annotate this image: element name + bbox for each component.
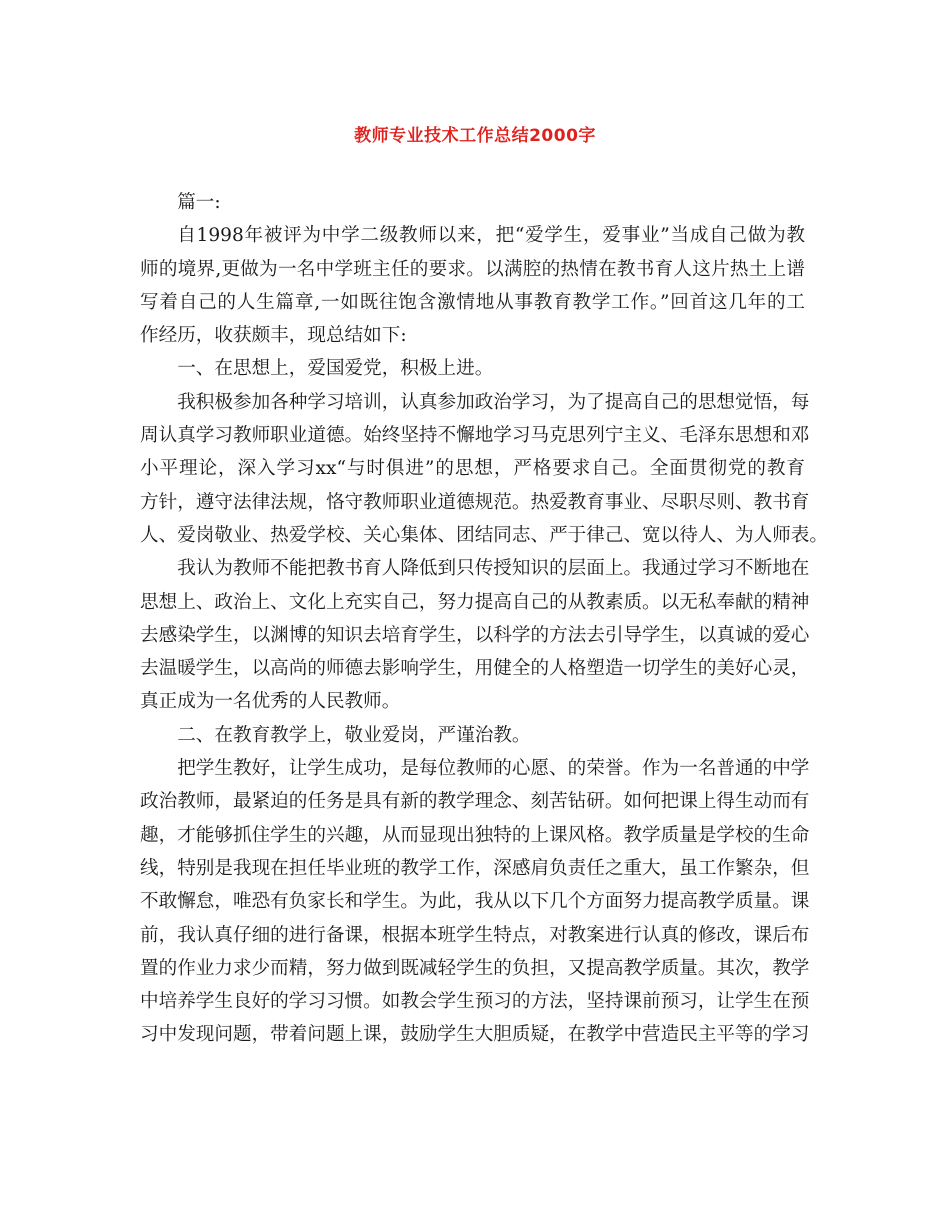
body-text-line: 前，我认真仔细的进行备课，根据本班学生特点，对教案进行认真的修改，课后布 (140, 924, 810, 946)
body-text-line: 方针，遵守法律法规，恪守教师职业道德规范。热爱教育事业、尽职尽则、教书育 (140, 491, 810, 513)
body-text-line: 习中发现问题，带着问题上课，鼓励学生大胆质疑，在教学中营造民主平等的学习 (140, 1024, 810, 1046)
body-text-line: 小平理论，深入学习xx“与时俱进”的思想，严格要求自己。全面贯彻党的教育 (140, 458, 805, 480)
section-heading-line: 篇一: (177, 192, 221, 213)
body-text-line: 中培养学生良好的学习习惯。如教会学生预习的方法，坚持课前预习，让学生在预 (140, 991, 810, 1013)
body-text-line: 我积极参加各种学习培训，认真参加政治学习，为了提高自己的思想觉悟，每 (177, 391, 810, 413)
document-body (140, 186, 828, 1052)
body-text-line: 写着自己的人生篇章,一如既往饱含激情地从事教育教学工作。”回首这几年的工 (140, 291, 805, 313)
section-heading-line: 一、在思想上，爱国爱党，积极上进。 (177, 358, 494, 380)
body-text-line: 我认为教师不能把教书育人降低到只传授知识的层面上。我通过学习不断地在 (177, 558, 810, 580)
body-text-line: 不敢懈怠，唯恐有负家长和学生。为此，我从以下几个方面努力提高教学质量。课 (140, 891, 810, 913)
body-text-line: 周认真学习教师职业道德。始终坚持不懈地学习马克思列宁主义、毛泽东思想和邓 (140, 425, 810, 447)
body-text-line: 线，特别是我现在担任毕业班的教学工作，深感肩负责任之重大，虽工作繁杂，但 (140, 857, 810, 879)
body-text-line: 作经历，收获颇丰，现总结如下: (140, 325, 407, 347)
body-text-line: 政治教师，最紧迫的任务是具有新的教学理念、刻苦钻研。如何把课上得生动而有 (140, 791, 810, 813)
section-heading-line: 二、在教育教学上，敬业爱岗，严谨治教。 (177, 724, 531, 746)
body-text-line: 思想上、政治上、文化上充实自己，努力提高自己的从教素质。以无私奉献的精神 (140, 591, 810, 613)
body-text-line: 师的境界,更做为一名中学班主任的要求。以满腔的热情在教书育人这片热土上谱 (140, 258, 805, 280)
document-title: 教师专业技术工作总结2000字 (354, 126, 596, 146)
body-text-line: 把学生教好，让学生成功，是每位教师的心愿、的荣誉。作为一名普通的中学 (177, 758, 810, 780)
body-text-line: 自1998年被评为中学二级教师以来，把“爱学生，爱事业”当成自己做为教 (177, 225, 805, 247)
body-text-line: 置的作业力求少而精，努力做到既减轻学生的负担，又提高教学质量。其次，教学 (140, 957, 810, 979)
body-text-line: 趣，才能够抓住学生的兴趣，从而显现出独特的上课风格。教学质量是学校的生命 (140, 824, 810, 846)
body-text-line: 真正成为一名优秀的人民教师。 (140, 691, 401, 713)
body-text-line: 去感染学生，以渊博的知识去培育学生，以科学的方法去引导学生，以真诚的爱心 (140, 624, 810, 646)
body-text-line: 去温暖学生，以高尚的师德去影响学生，用健全的人格塑造一切学生的美好心灵， (140, 658, 810, 680)
body-text-line: 人、爱岗敬业、热爱学校、关心集体、团结同志、严于律己、宽以待人、为人师表。 (140, 524, 828, 546)
